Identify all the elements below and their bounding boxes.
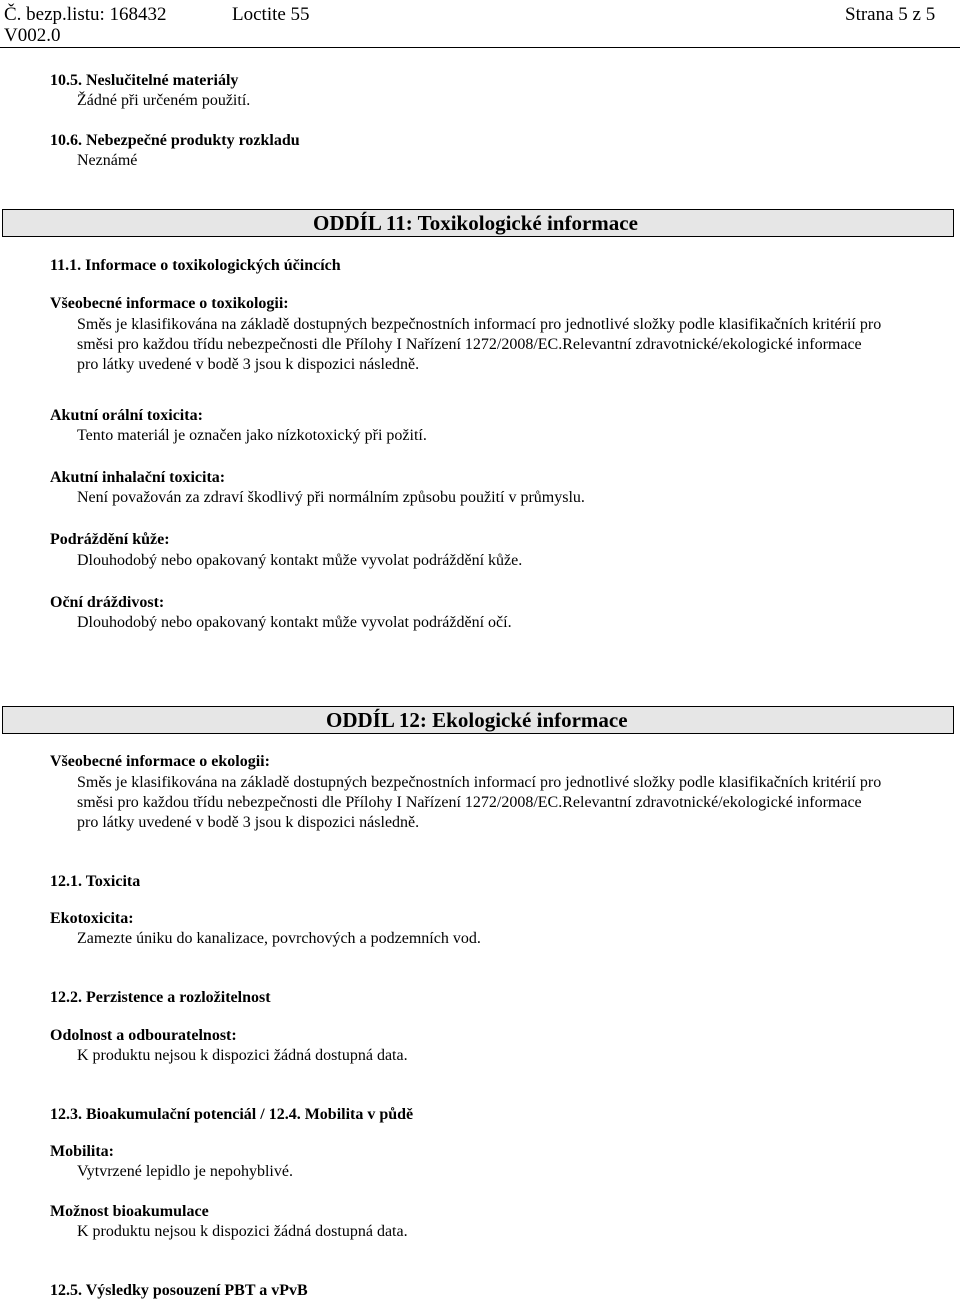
tox-general-line-2: směsi pro každou třídu nebezpečnosti dle Přílohy I Nařízení 1272/2008/EC.Relevantní zdravotnické/ekologické informace bbox=[77, 336, 862, 353]
skin-irritation-label: Podráždění kůže: bbox=[50, 531, 170, 548]
eco-general-line-3: pro látky uvedené v bodě 3 jsou k dispozici následně. bbox=[77, 814, 420, 831]
eco-general-line-1: Směs je klasifikována na základě dostupných bezpečnostních informací pro jednotlivé složky podle klasifikačních kritérií pro bbox=[77, 774, 882, 791]
oral-tox-label: Akutní orální toxicita: bbox=[50, 407, 203, 424]
header-rule bbox=[0, 47, 960, 48]
tox-general-label: Všeobecné informace o toxikologii: bbox=[50, 295, 289, 312]
product-name: Loctite 55 bbox=[232, 4, 310, 25]
degradability-text: K produktu nejsou k dispozici žádná dostupná data. bbox=[77, 1047, 408, 1064]
inhal-tox-text: Není považován za zdraví škodlivý při normálním způsobu použití v průmyslu. bbox=[77, 489, 585, 506]
heading-12-5: 12.5. Výsledky posouzení PBT a vPvB bbox=[50, 1282, 308, 1299]
section-11-title: ODDÍL 11: Toxikologické informace bbox=[313, 211, 638, 235]
mobility-label: Mobilita: bbox=[50, 1143, 114, 1160]
text-10-6: Neznámé bbox=[77, 152, 138, 169]
oral-tox-text: Tento materiál je označen jako nízkotoxický při požití. bbox=[77, 427, 427, 444]
eco-general-line-2: směsi pro každou třídu nebezpečnosti dle Přílohy I Nařízení 1272/2008/EC.Relevantní zdravotnické/ekologické informace bbox=[77, 794, 862, 811]
skin-irritation-text: Dlouhodobý nebo opakovaný kontakt může vyvolat podráždění kůže. bbox=[77, 552, 523, 569]
version: V002.0 bbox=[4, 25, 61, 46]
degradability-label: Odolnost a odbouratelnost: bbox=[50, 1027, 237, 1044]
section-12-title: ODDÍL 12: Ekologické informace bbox=[326, 708, 628, 732]
heading-11-1: 11.1. Informace o toxikologických účincích bbox=[50, 257, 341, 274]
eco-general-label: Všeobecné informace o ekologii: bbox=[50, 753, 270, 770]
heading-12-2: 12.2. Perzistence a rozložitelnost bbox=[50, 989, 271, 1006]
mobility-text: Vytvrzené lepidlo je nepohyblivé. bbox=[77, 1163, 293, 1180]
eye-irritation-label: Oční dráždivost: bbox=[50, 594, 165, 611]
eye-irritation-text: Dlouhodobý nebo opakovaný kontakt může vyvolat podráždění očí. bbox=[77, 614, 512, 631]
heading-10-6: 10.6. Nebezpečné produkty rozkladu bbox=[50, 132, 300, 149]
bioaccumulation-label: Možnost bioakumulace bbox=[50, 1203, 209, 1220]
text-10-5: Žádné při určeném použití. bbox=[77, 92, 251, 109]
heading-12-3: 12.3. Bioakumulační potenciál / 12.4. Mobilita v půdě bbox=[50, 1106, 414, 1123]
tox-general-line-3: pro látky uvedené v bodě 3 jsou k dispozici následně. bbox=[77, 356, 420, 373]
sheet-number: Č. bezp.listu: 168432 bbox=[4, 4, 167, 25]
heading-12-1: 12.1. Toxicita bbox=[50, 873, 141, 890]
inhal-tox-label: Akutní inhalační toxicita: bbox=[50, 469, 226, 486]
tox-general-line-1: Směs je klasifikována na základě dostupných bezpečnostních informací pro jednotlivé složky podle klasifikačních kritérií pro bbox=[77, 316, 882, 333]
heading-10-5: 10.5. Neslučitelné materiály bbox=[50, 72, 239, 89]
ecotox-label: Ekotoxicita: bbox=[50, 910, 134, 927]
bioaccumulation-text: K produktu nejsou k dispozici žádná dostupná data. bbox=[77, 1223, 408, 1240]
page-number: Strana 5 z 5 bbox=[845, 4, 936, 25]
ecotox-text: Zamezte úniku do kanalizace, povrchových a podzemních vod. bbox=[77, 930, 481, 947]
